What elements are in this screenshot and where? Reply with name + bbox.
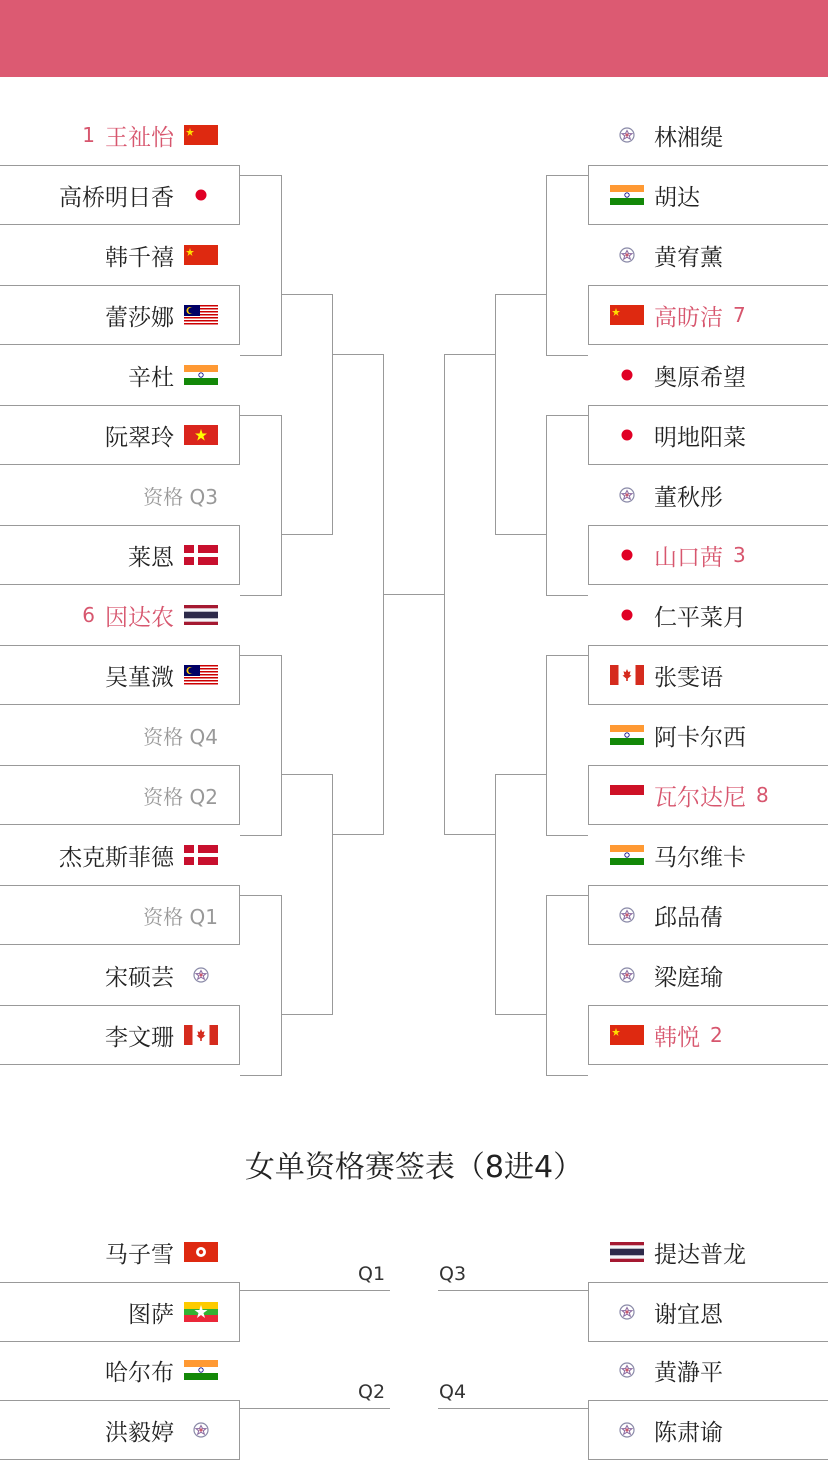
- seed-number: 8: [756, 783, 769, 807]
- bracket-connector: [444, 834, 495, 835]
- player-name: 梁庭瑜: [654, 964, 723, 991]
- player-name: 图萨: [128, 1301, 174, 1328]
- bracket-connector: [384, 594, 444, 595]
- player-name: 瓦尔达尼: [654, 784, 746, 811]
- bracket-connector: [240, 595, 282, 596]
- chinese-taipei-flag-icon: [610, 905, 644, 925]
- player-entry[interactable]: [610, 525, 746, 585]
- malaysia-flag-icon: [184, 305, 218, 325]
- player-name: 仁平菜月: [654, 604, 746, 631]
- player-name: 洪毅婷: [105, 1419, 174, 1446]
- bracket-connector: [444, 354, 445, 835]
- bracket-connector: [333, 834, 384, 835]
- qualifier-connector: [438, 1290, 588, 1291]
- myanmar-flag-icon: [184, 1302, 218, 1322]
- player-entry[interactable]: [610, 945, 723, 1005]
- player-entry[interactable]: [610, 345, 746, 405]
- qualifier-label-q1: Q1: [358, 1263, 386, 1285]
- player-name: 阮翠玲: [105, 424, 174, 451]
- player-name: 提达普龙: [654, 1241, 746, 1268]
- player-entry[interactable]: [82, 105, 218, 165]
- bracket-connector: [495, 294, 496, 535]
- player-name: 因达农: [105, 604, 174, 631]
- japan-flag-icon: [610, 545, 644, 565]
- player-entry[interactable]: [610, 225, 723, 285]
- player-name: 阿卡尔西: [654, 724, 746, 751]
- player-entry[interactable]: [610, 165, 700, 225]
- canada-flag-icon: [184, 1025, 218, 1045]
- player-entry[interactable]: [143, 885, 218, 945]
- bracket-connector: [444, 354, 495, 355]
- player-entry[interactable]: [610, 1340, 723, 1400]
- bracket-connector: [282, 534, 333, 535]
- bracket-connector: [546, 595, 588, 596]
- india-flag-icon: [610, 725, 644, 745]
- china-flag-icon: [610, 1025, 644, 1045]
- qualifier-label-q3: Q3: [439, 1263, 467, 1285]
- chinese-taipei-flag-icon: [610, 965, 644, 985]
- chinese-taipei-flag-icon: [610, 125, 644, 145]
- china-flag-icon: [184, 245, 218, 265]
- bracket-connector: [240, 355, 282, 356]
- bracket-connector: [495, 534, 546, 535]
- denmark-flag-icon: [184, 845, 218, 865]
- japan-flag-icon: [184, 185, 218, 205]
- player-name: 明地阳菜: [654, 424, 746, 451]
- player-entry[interactable]: [610, 465, 723, 525]
- player-entry[interactable]: [610, 825, 746, 885]
- thailand-flag-icon: [610, 1242, 644, 1262]
- malaysia-flag-icon: [184, 665, 218, 685]
- china-flag-icon: [610, 305, 644, 325]
- player-name: 陈肃谕: [654, 1419, 723, 1446]
- player-name: 蕾莎娜: [105, 304, 174, 331]
- chinese-taipei-flag-icon: [610, 1360, 644, 1380]
- player-entry[interactable]: [610, 765, 769, 825]
- player-entry[interactable]: [128, 525, 218, 585]
- player-name: 资格 Q1: [143, 904, 218, 929]
- denmark-flag-icon: [184, 545, 218, 565]
- bracket-connector: [281, 895, 282, 1076]
- player-name: 林湘缇: [654, 124, 723, 151]
- bracket-connector: [546, 175, 588, 176]
- india-flag-icon: [184, 1360, 218, 1380]
- japan-flag-icon: [610, 365, 644, 385]
- bracket-connector: [546, 415, 547, 596]
- india-flag-icon: [184, 365, 218, 385]
- player-entry[interactable]: [610, 885, 723, 945]
- player-name: 马子雪: [105, 1241, 174, 1268]
- player-entry[interactable]: [82, 585, 218, 645]
- bracket-connector: [546, 655, 588, 656]
- china-flag-icon: [184, 125, 218, 145]
- player-entry[interactable]: [105, 1340, 218, 1400]
- chinese-taipei-flag-icon: [610, 1420, 644, 1440]
- qualifier-title: 女单资格赛签表（8进4）: [244, 1150, 584, 1185]
- player-name: 李文珊: [105, 1024, 174, 1051]
- bracket-connector: [495, 774, 546, 775]
- player-name: 山口茜: [654, 544, 723, 571]
- bracket-connector: [281, 175, 282, 356]
- chinese-taipei-flag-icon: [610, 1302, 644, 1322]
- bracket-connector: [546, 175, 547, 356]
- hongkong-flag-icon: [184, 1242, 218, 1262]
- player-entry[interactable]: [610, 1005, 723, 1065]
- bracket-connector: [281, 655, 282, 836]
- player-entry[interactable]: [105, 405, 218, 465]
- bracket-connector: [240, 895, 282, 896]
- player-name: 张雯语: [654, 664, 723, 691]
- player-name: 哈尔布: [105, 1359, 174, 1386]
- seed-number: 1: [82, 123, 95, 147]
- player-name: 邱品蒨: [654, 904, 723, 931]
- qualifier-label-q2: Q2: [358, 1381, 386, 1403]
- bracket-connector: [495, 774, 496, 1015]
- seed-number: 7: [733, 303, 746, 327]
- india-flag-icon: [610, 845, 644, 865]
- chinese-taipei-flag-icon: [610, 485, 644, 505]
- header-title: [300, 22, 520, 52]
- seed-number: 2: [710, 1023, 723, 1047]
- player-name: 资格 Q3: [143, 484, 218, 509]
- player-name: 资格 Q4: [143, 724, 218, 749]
- india-flag-icon: [610, 185, 644, 205]
- qualifier-connector: [240, 1290, 390, 1291]
- player-entry[interactable]: [610, 1222, 746, 1282]
- player-name: 高桥明日香: [59, 184, 174, 211]
- player-entry[interactable]: [59, 165, 218, 225]
- bracket-connector: [282, 774, 333, 775]
- chinese-taipei-flag-icon: [184, 965, 218, 985]
- player-name: 董秋彤: [654, 484, 723, 511]
- bracket-connector: [281, 415, 282, 596]
- bracket-connector: [240, 175, 282, 176]
- bracket-connector: [546, 895, 588, 896]
- player-name: 宋硕芸: [105, 964, 174, 991]
- player-entry[interactable]: [610, 585, 746, 645]
- bracket-connector: [332, 294, 333, 535]
- player-entry[interactable]: [610, 1282, 723, 1342]
- bracket-connector: [240, 415, 282, 416]
- player-name: 韩悦: [654, 1024, 700, 1051]
- seed-number: 6: [82, 603, 95, 627]
- player-name: 莱恩: [128, 544, 174, 571]
- player-name: 吴堇溦: [105, 664, 174, 691]
- qualifier-label-q4: Q4: [439, 1381, 467, 1403]
- player-entry[interactable]: [143, 465, 218, 525]
- player-entry[interactable]: [105, 225, 218, 285]
- japan-flag-icon: [610, 605, 644, 625]
- player-name: 资格 Q2: [143, 784, 218, 809]
- bracket-connector: [282, 294, 333, 295]
- player-name: 胡达: [654, 184, 700, 211]
- player-name: 奥原希望: [654, 364, 746, 391]
- canada-flag-icon: [610, 665, 644, 685]
- player-entry[interactable]: [105, 645, 218, 705]
- bracket-connector: [546, 895, 547, 1076]
- player-entry[interactable]: [143, 765, 218, 825]
- bracket-connector: [240, 835, 282, 836]
- seed-number: 3: [733, 543, 746, 567]
- chinese-taipei-flag-icon: [184, 1420, 218, 1440]
- bracket-connector: [546, 415, 588, 416]
- player-name: 高昉洁: [654, 304, 723, 331]
- bracket-connector: [333, 354, 384, 355]
- bracket-connector: [240, 1075, 282, 1076]
- indonesia-flag-icon: [610, 785, 644, 805]
- player-entry[interactable]: [105, 1400, 218, 1460]
- player-entry[interactable]: [610, 1400, 723, 1460]
- player-name: 黄宥薰: [654, 244, 723, 271]
- player-entry[interactable]: [128, 1282, 218, 1342]
- bracket-connector: [332, 774, 333, 1015]
- player-entry[interactable]: [59, 825, 218, 885]
- bracket-connector: [546, 1075, 588, 1076]
- header-bar: [0, 0, 828, 77]
- player-entry[interactable]: [105, 945, 218, 1005]
- player-name: 谢宜恩: [654, 1301, 723, 1328]
- bracket-connector: [546, 655, 547, 836]
- player-entry[interactable]: [105, 1005, 218, 1065]
- player-entry[interactable]: [105, 285, 218, 345]
- bracket-connector: [240, 655, 282, 656]
- player-entry[interactable]: [610, 645, 723, 705]
- bracket-connector: [495, 1014, 546, 1015]
- thailand-flag-icon: [184, 605, 218, 625]
- player-entry[interactable]: [610, 705, 746, 765]
- player-name: 韩千禧: [105, 244, 174, 271]
- vietnam-flag-icon: [184, 425, 218, 445]
- qualifier-connector: [438, 1408, 588, 1409]
- qualifier-connector: [240, 1408, 390, 1409]
- player-entry[interactable]: [128, 345, 218, 405]
- bracket-connector: [282, 1014, 333, 1015]
- bracket-connector: [546, 355, 588, 356]
- player-name: 杰克斯菲德: [59, 844, 174, 871]
- bracket-connector: [495, 294, 546, 295]
- player-name: 王祉怡: [105, 124, 174, 151]
- player-name: 辛杜: [128, 364, 174, 391]
- player-name: 马尔维卡: [654, 844, 746, 871]
- player-entry[interactable]: [610, 405, 746, 465]
- chinese-taipei-flag-icon: [610, 245, 644, 265]
- player-entry[interactable]: [143, 705, 218, 765]
- player-name: 黄瀞平: [654, 1359, 723, 1386]
- player-entry[interactable]: [610, 105, 723, 165]
- player-entry[interactable]: [610, 285, 746, 345]
- player-entry[interactable]: [105, 1222, 218, 1282]
- bracket-connector: [546, 835, 588, 836]
- japan-flag-icon: [610, 425, 644, 445]
